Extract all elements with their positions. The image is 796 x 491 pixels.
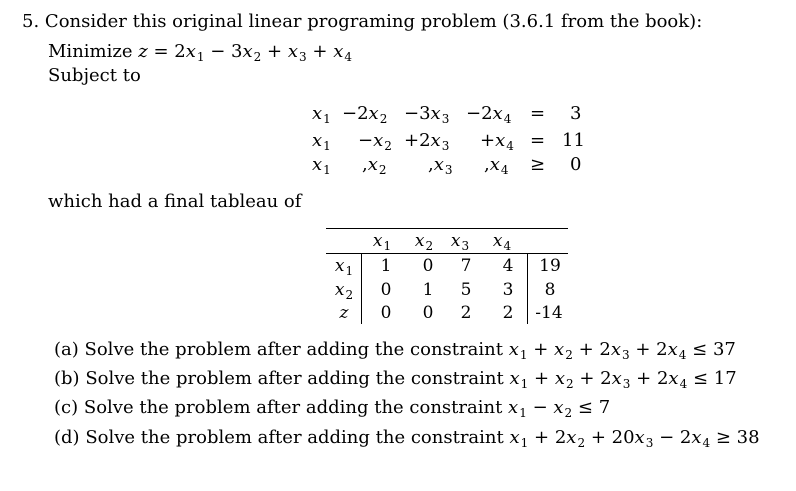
problem-number: 5. <box>22 11 40 32</box>
constraint-2-relation: = <box>530 130 546 151</box>
part-b-math: $x_1 + x_2 + 2x_3 + 2x_4 \le 17$ <box>509 368 737 391</box>
tableau-cell: 0 <box>422 303 434 323</box>
constraint-2-term-3: $+2x_3$ <box>404 130 450 153</box>
final-tableau <box>326 228 568 324</box>
subject-to-label: Subject to <box>48 65 141 86</box>
constraint-3-term-2: $,x_2$ <box>362 154 387 177</box>
tableau-header-x2: $x_2$ <box>414 231 434 253</box>
constraint-1-relation: = <box>530 103 546 124</box>
tableau-cell: 3 <box>502 280 514 300</box>
part-letter: (a) <box>54 339 79 360</box>
constraint-1-term-4: $-2x_4$ <box>466 103 512 126</box>
tableau-cell: 5 <box>460 280 472 300</box>
tableau-cell: 0 <box>422 256 434 276</box>
part-text: Solve the problem after adding the constraint <box>83 397 503 418</box>
constraint-2-term-2: $-x_2$ <box>358 130 392 153</box>
constraint-1-term-2: $-2x_2$ <box>342 103 388 126</box>
part-text: Solve the problem after adding the constraint <box>85 427 504 448</box>
constraint-1-term-3: $-3x_3$ <box>404 103 450 126</box>
tableau-cell: 4 <box>502 256 514 276</box>
tableau-rhs-divider <box>527 253 528 324</box>
constraint-2-rhs: 11 <box>562 130 585 151</box>
part-d-math: $x_1 + 2x_2 + 20x_3 - 2x_4 \ge 38$ <box>509 427 760 450</box>
final-tableau-label: which had a final tableau of <box>48 191 302 212</box>
constraint-3-relation: ≥ <box>530 154 546 175</box>
objective-label: Minimize <box>48 41 133 62</box>
tableau-header-rule <box>326 253 568 254</box>
tableau-header-x3: $x_3$ <box>450 231 470 253</box>
constraint-1-rhs: 3 <box>570 103 582 124</box>
tableau-rhs: 19 <box>539 256 561 276</box>
tableau-top-rule <box>326 228 568 229</box>
tableau-cell: 1 <box>380 256 392 276</box>
constraint-2-term-4: $+x_4$ <box>480 130 514 153</box>
part-d <box>54 428 760 449</box>
tableau-header-x4: $x_4$ <box>492 231 512 253</box>
tableau-cell: 0 <box>380 303 392 323</box>
objective-function: $z = 2x_1 - 3x_2 + x_3 + x_4$ <box>138 41 352 64</box>
tableau-cell: 7 <box>460 256 472 276</box>
constraint-3-term-1: $x_1$ <box>312 154 331 177</box>
tableau-row-2-label: $x_2$ <box>334 280 354 302</box>
constraint-3-term-4: $,x_4$ <box>484 154 509 177</box>
tableau-header-x1: $x_1$ <box>372 231 392 253</box>
part-c <box>54 398 610 419</box>
objective-line <box>48 42 352 63</box>
part-letter: (d) <box>54 427 80 448</box>
tableau-rhs: 8 <box>544 280 556 300</box>
tableau-row-3-label: z <box>339 303 349 323</box>
part-letter: (b) <box>54 368 80 389</box>
tableau-cell: 0 <box>380 280 392 300</box>
constraint-1-term-1: $x_1$ <box>312 103 331 126</box>
tableau-cell: 2 <box>460 303 472 323</box>
part-letter: (c) <box>54 397 79 418</box>
part-text: Solve the problem after adding the constraint <box>85 368 504 389</box>
part-text: Solve the problem after adding the constraint <box>84 339 503 360</box>
tableau-row-1-label: $x_1$ <box>334 256 354 278</box>
tableau-rhs: -14 <box>535 303 563 323</box>
problem-intro: Consider this original linear programing problem (3.6.1 from the book): <box>44 11 703 32</box>
tableau-cell: 1 <box>422 280 434 300</box>
part-c-math: $x_1 - x_2 \le 7$ <box>508 397 611 420</box>
part-a <box>54 340 736 361</box>
problem-heading <box>22 12 702 32</box>
constraint-3-rhs: 0 <box>570 154 582 175</box>
part-b <box>54 369 737 390</box>
constraint-3-term-3: $,x_3$ <box>428 154 453 177</box>
part-a-math: $x_1 + x_2 + 2x_3 + 2x_4 \le 37$ <box>508 339 736 362</box>
constraint-2-term-1: $x_1$ <box>312 130 331 153</box>
tableau-cell: 2 <box>502 303 514 323</box>
tableau-left-divider <box>361 253 362 324</box>
